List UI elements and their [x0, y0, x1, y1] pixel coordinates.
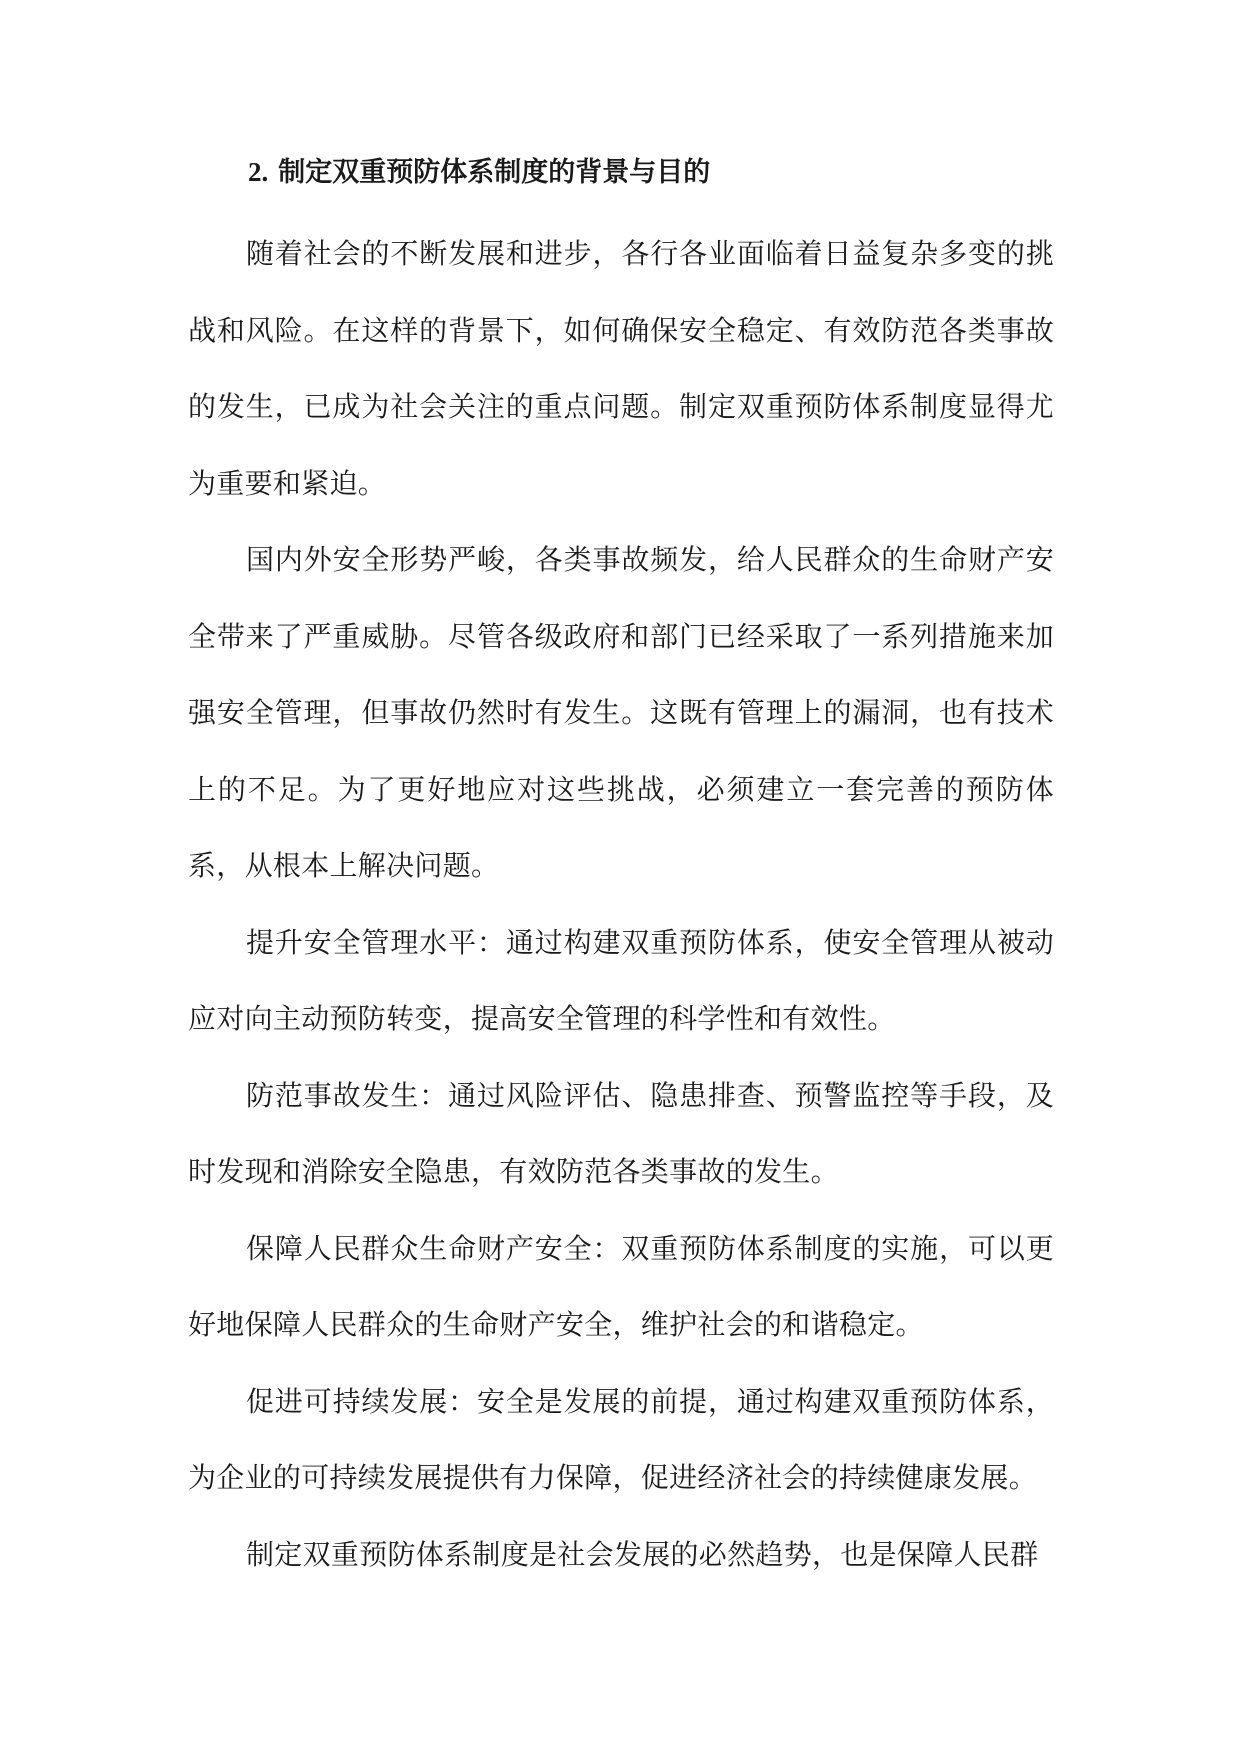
paragraph-improve-management: 提升安全管理水平：通过构建双重预防体系，使安全管理从被动应对向主动预防转变，提高安全管理的科学性和有效性。	[188, 925, 1054, 1035]
paragraph-conclusion: 制定双重预防体系制度是社会发展的必然趋势，也是保障人民群	[246, 1537, 1039, 1571]
section-title: 制定双重预防体系制度的背景与目的	[278, 157, 711, 188]
paragraph-prevent-accidents: 防范事故发生：通过风险评估、隐患排查、预警监控等手段，及时发现和消除安全隐患，有效防范各类事故的发生。	[188, 1078, 1054, 1188]
paragraph-background: 随着社会的不断发展和进步，各行各业面临着日益复杂多变的挑战和风险。在这样的背景下，如何确保安全稳定、有效防范各类事故的发生，已成为社会关注的重点问题。制定双重预防体系制度显得尤为重要和紧迫。	[188, 237, 1054, 500]
document-body	[188, 142, 1054, 1593]
paragraph-sustainable-development: 促进可持续发展：安全是发展的前提，通过构建双重预防体系，为企业的可持续发展提供有力保障，促进经济社会的持续健康发展。	[188, 1384, 1054, 1494]
paragraph-situation: 国内外安全形势严峻，各类事故频发，给人民群众的生命财产安全带来了严重威胁。尽管各级政府和部门已经采取了一系列措施来加强安全管理，但事故仍然时有发生。这既有管理上的漏洞，也有技术上的不足。为了更好地应对这些挑战，必须建立一套完善的预防体系，从根本上解决问题。	[188, 543, 1054, 882]
section-number: 2.	[248, 157, 269, 187]
section-heading	[188, 142, 1054, 202]
paragraph-protect-people: 保障人民群众生命财产安全：双重预防体系制度的实施，可以更好地保障人民群众的生命财产安全，维护社会的和谐稳定。	[188, 1231, 1054, 1341]
